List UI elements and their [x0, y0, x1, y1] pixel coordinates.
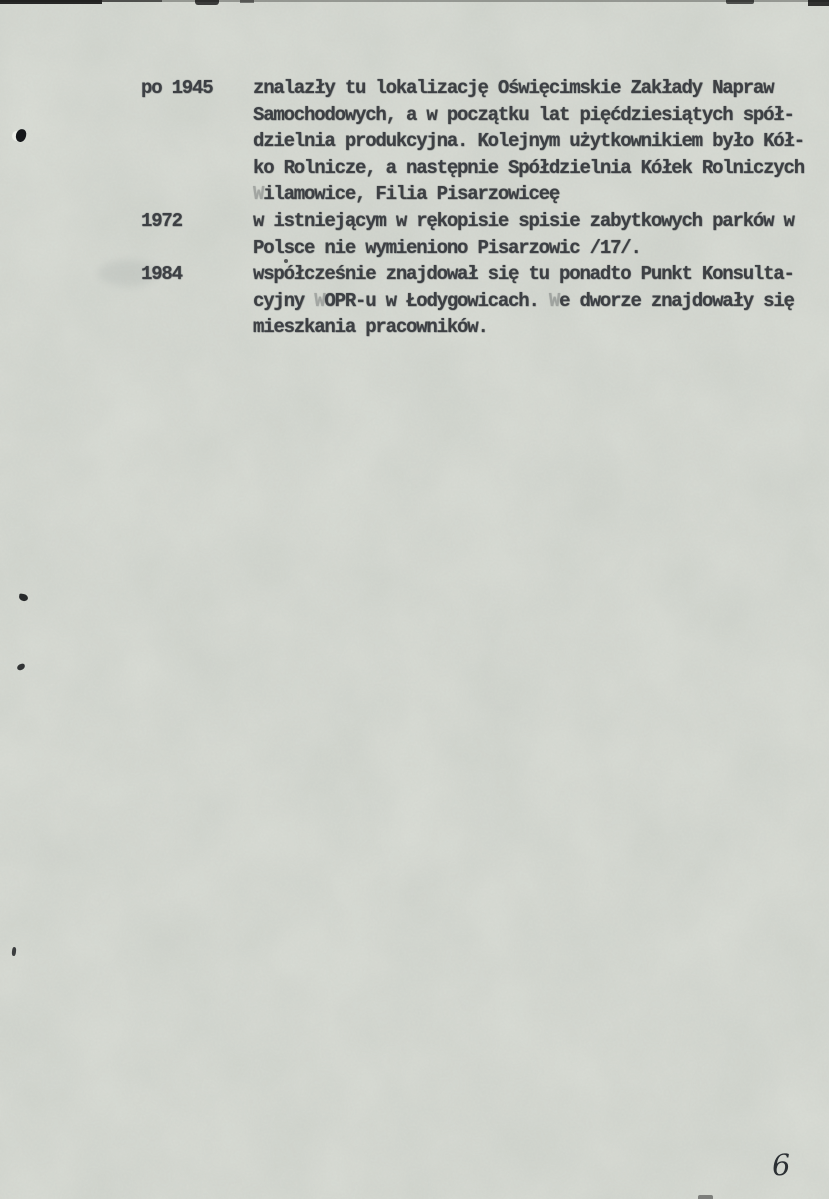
margin-date: [141, 181, 253, 208]
line-text: [253, 288, 794, 315]
line-text: dzielnia produkcyjna. Kolejnym użytkownikiem było Kół-: [253, 130, 804, 153]
text-line: [141, 261, 804, 288]
text-line: [141, 128, 804, 155]
margin-date: po 1945: [141, 77, 213, 99]
scan-edge-mark: [102, 0, 162, 2]
text-line: [141, 288, 804, 315]
margin-date: 1972: [141, 209, 182, 232]
margin-date: [141, 128, 253, 155]
scan-edge-mark: [195, 0, 219, 5]
margin-date: [141, 235, 253, 262]
typed-text-block: [141, 75, 804, 341]
faint-letter-w: W: [253, 183, 264, 206]
faint-letter-w: W: [314, 289, 325, 312]
line-text: mieszkania pracowników.: [253, 316, 488, 339]
faint-letter-w: W: [548, 289, 560, 312]
line-text: w istniejącym w rękopisie spisie zabytkowych parków w: [253, 209, 794, 232]
line-text-rest: ilamowice, Filia Pisarzowiceę: [263, 183, 560, 206]
text-line: [141, 102, 804, 129]
text-line: [141, 75, 804, 102]
line-text: znalazły tu lokalizację Oświęcimskie Zakłady Napraw: [253, 77, 774, 99]
text-line: [141, 155, 804, 182]
line-text: Samochodowych, a w początku lat pięćdziesiątych spół-: [253, 103, 794, 126]
line-text: Polsce nie wymieniono Pisarzowic /17/.: [253, 236, 641, 259]
text-line: [141, 208, 804, 235]
margin-date: [141, 314, 253, 341]
margin-date: 1984: [141, 263, 182, 286]
scan-edge-mark: [240, 0, 254, 3]
scan-edge-mark: [0, 0, 102, 4]
text-line: [141, 235, 804, 262]
line-segment: e dworze znajdowały się: [559, 289, 794, 312]
line-text: współcześnie znajdował się tu ponadto Punkt Konsulta-: [253, 263, 794, 286]
text-line: [141, 314, 804, 341]
scan-edge-mark: [726, 0, 754, 4]
page-number: 6: [771, 1147, 792, 1183]
line-text: ko Rolnicze, a następnie Spółdzielnia Kółek Rolniczych: [253, 156, 804, 179]
margin-date: [141, 288, 253, 315]
line-segment: cyjny: [253, 289, 315, 312]
text-line: [141, 181, 804, 208]
scan-edge-mark: [808, 0, 829, 6]
scan-edge-mark: [698, 1195, 713, 1199]
margin-date: [141, 155, 253, 182]
line-segment: OPR-u w Łodygowicach.: [324, 289, 549, 312]
line-text: [253, 181, 559, 208]
margin-date: [141, 102, 253, 129]
